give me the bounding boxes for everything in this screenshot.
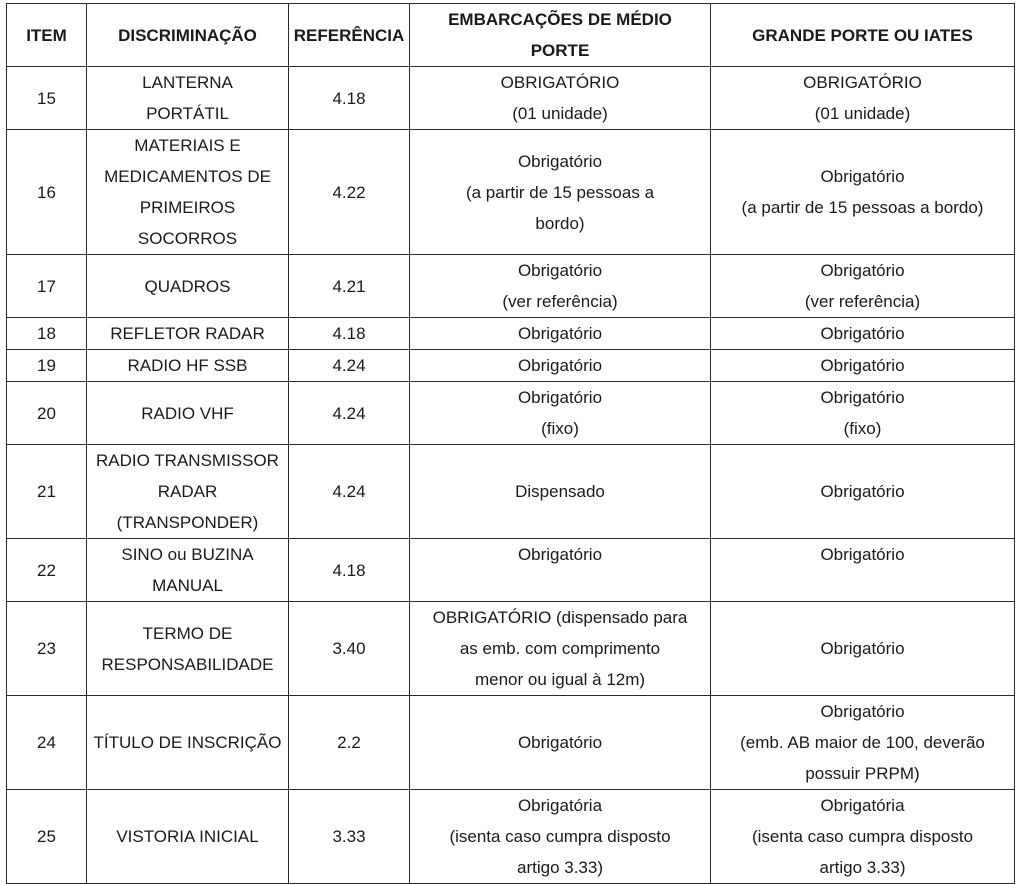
table-row <box>7 602 1015 696</box>
medio-porte-cell: Obrigatório <box>410 539 711 602</box>
item-cell: 18 <box>7 318 87 350</box>
medio-porte-cell: Obrigatório (ver referência) <box>410 255 711 318</box>
grande-porte-cell: Obrigatório <box>711 350 1015 382</box>
grande-porte-cell: Obrigatório (ver referência) <box>711 255 1015 318</box>
medio-porte-cell: Obrigatório <box>410 318 711 350</box>
medio-porte-cell: Obrigatório (a partir de 15 pessoas a bordo) <box>410 130 711 255</box>
table-row <box>7 445 1015 539</box>
header-medio-porte: EMBARCAÇÕES DE MÉDIO PORTE <box>410 4 711 67</box>
item-cell: 24 <box>7 696 87 790</box>
equipment-table-container <box>6 3 1015 884</box>
referencia-cell: 4.24 <box>289 350 410 382</box>
item-cell: 17 <box>7 255 87 318</box>
grande-porte-cell: Obrigatório (a partir de 15 pessoas a bordo) <box>711 130 1015 255</box>
medio-porte-cell: OBRIGATÓRIO (01 unidade) <box>410 67 711 130</box>
grande-porte-cell: Obrigatório <box>711 539 1015 602</box>
item-cell: 23 <box>7 602 87 696</box>
medio-porte-cell: Dispensado <box>410 445 711 539</box>
discriminacao-cell: TERMO DE RESPONSABILIDADE <box>87 602 289 696</box>
referencia-cell: 4.24 <box>289 382 410 445</box>
referencia-cell: 3.40 <box>289 602 410 696</box>
item-cell: 20 <box>7 382 87 445</box>
table-row <box>7 130 1015 255</box>
referencia-cell: 4.18 <box>289 539 410 602</box>
discriminacao-cell: TÍTULO DE INSCRIÇÃO <box>87 696 289 790</box>
referencia-cell: 4.21 <box>289 255 410 318</box>
medio-porte-cell: Obrigatório <box>410 696 711 790</box>
discriminacao-cell: LANTERNA PORTÁTIL <box>87 67 289 130</box>
medio-porte-cell: Obrigatória (isenta caso cumpra disposto artigo 3.33) <box>410 790 711 884</box>
discriminacao-cell: RADIO TRANSMISSOR RADAR (TRANSPONDER) <box>87 445 289 539</box>
item-cell: 21 <box>7 445 87 539</box>
table-row <box>7 318 1015 350</box>
table-row <box>7 696 1015 790</box>
header-discriminacao: DISCRIMINAÇÃO <box>87 4 289 67</box>
referencia-cell: 3.33 <box>289 790 410 884</box>
discriminacao-cell: QUADROS <box>87 255 289 318</box>
discriminacao-cell: VISTORIA INICIAL <box>87 790 289 884</box>
table-row <box>7 350 1015 382</box>
medio-porte-cell: Obrigatório <box>410 350 711 382</box>
header-grande-porte: GRANDE PORTE OU IATES <box>711 4 1015 67</box>
header-referencia: REFERÊNCIA <box>289 4 410 67</box>
discriminacao-cell: MATERIAIS E MEDICAMENTOS DE PRIMEIROS SOCORROS <box>87 130 289 255</box>
referencia-cell: 4.18 <box>289 67 410 130</box>
table-row <box>7 255 1015 318</box>
referencia-cell: 4.18 <box>289 318 410 350</box>
header-item: ITEM <box>7 4 87 67</box>
grande-porte-cell: Obrigatório (fixo) <box>711 382 1015 445</box>
grande-porte-cell: Obrigatório <box>711 318 1015 350</box>
item-cell: 15 <box>7 67 87 130</box>
grande-porte-cell: OBRIGATÓRIO (01 unidade) <box>711 67 1015 130</box>
equipment-table <box>6 3 1015 884</box>
grande-porte-cell: Obrigatório <box>711 445 1015 539</box>
medio-porte-cell: OBRIGATÓRIO (dispensado para as emb. com comprimento menor ou igual à 12m) <box>410 602 711 696</box>
grande-porte-cell: Obrigatória (isenta caso cumpra disposto artigo 3.33) <box>711 790 1015 884</box>
table-row <box>7 790 1015 884</box>
table-row <box>7 539 1015 602</box>
grande-porte-cell: Obrigatório <box>711 602 1015 696</box>
medio-porte-cell: Obrigatório (fixo) <box>410 382 711 445</box>
item-cell: 22 <box>7 539 87 602</box>
grande-porte-cell: Obrigatório (emb. AB maior de 100, deverão possuir PRPM) <box>711 696 1015 790</box>
discriminacao-cell: RADIO VHF <box>87 382 289 445</box>
discriminacao-cell: SINO ou BUZINA MANUAL <box>87 539 289 602</box>
table-row <box>7 382 1015 445</box>
header-row <box>7 4 1015 67</box>
table-row <box>7 67 1015 130</box>
referencia-cell: 4.22 <box>289 130 410 255</box>
discriminacao-cell: REFLETOR RADAR <box>87 318 289 350</box>
item-cell: 16 <box>7 130 87 255</box>
item-cell: 19 <box>7 350 87 382</box>
discriminacao-cell: RADIO HF SSB <box>87 350 289 382</box>
referencia-cell: 4.24 <box>289 445 410 539</box>
referencia-cell: 2.2 <box>289 696 410 790</box>
item-cell: 25 <box>7 790 87 884</box>
